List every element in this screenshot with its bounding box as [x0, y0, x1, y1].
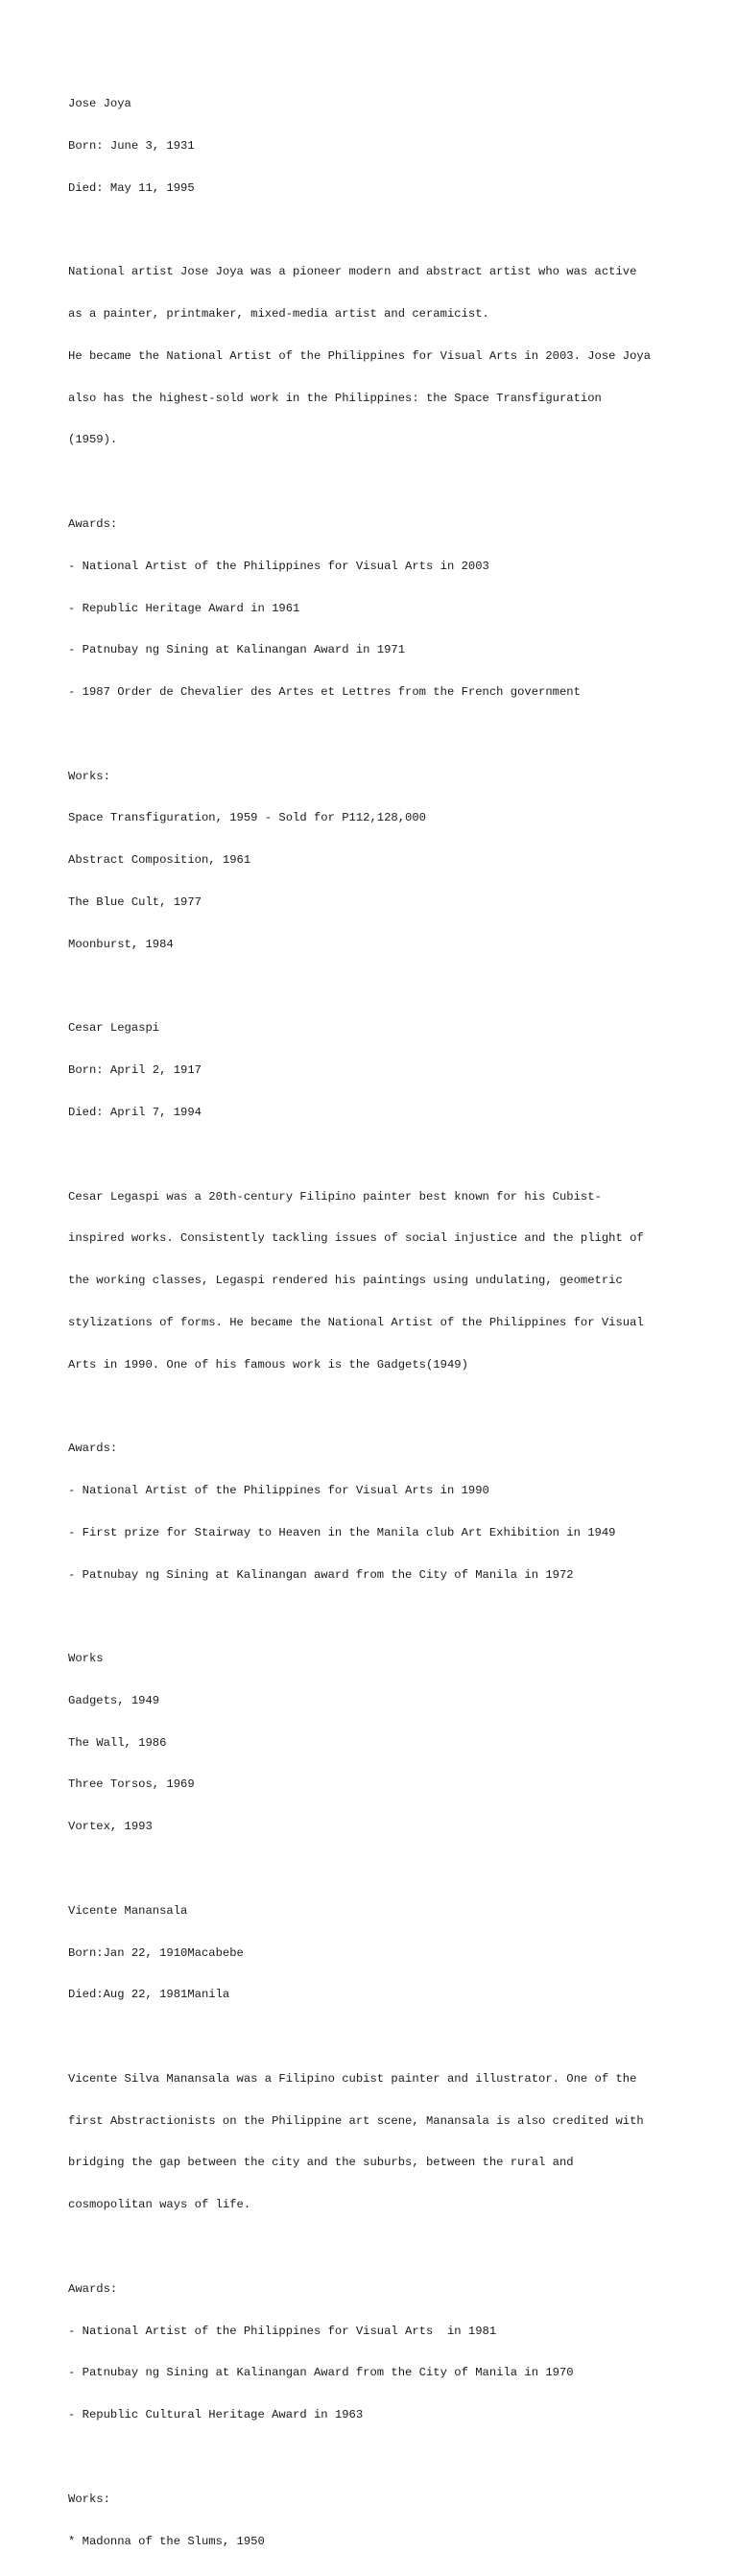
birth-date: Born:Jan 22, 1910Macabebe — [68, 1945, 244, 1960]
awards-heading: Awards: — [68, 2281, 118, 2296]
bio-line: Vicente Silva Manansala was a Filipino cubist painter and illustrator. One of the — [68, 2071, 637, 2086]
work-item: * Madonna of the Slums, 1950 — [68, 2534, 265, 2548]
work-item: Vortex, 1993 — [68, 1820, 153, 1834]
blank-line — [68, 2450, 721, 2465]
bio-line: cosmopolitan ways of life. — [68, 2198, 251, 2212]
awards-heading: Awards: — [68, 517, 118, 531]
bio-line: He became the National Artist of the Philippines for Visual Arts in 2003. Jose Joya — [68, 348, 652, 363]
bio-line: stylizations of forms. He became the National Artist of the Philippines for Visual — [68, 1315, 644, 1329]
bio-line: National artist Jose Joya was a pioneer modern and abstract artist who was active — [68, 265, 637, 279]
birth-date: Born: April 2, 1917 — [68, 1063, 202, 1078]
award-item: - Patnubay ng Sining at Kalinangan award from the City of Manila in 1972 — [68, 1567, 574, 1582]
award-item: - National Artist of the Philippines for Visual Arts in 1990 — [68, 1483, 489, 1497]
blank-line — [68, 980, 721, 994]
award-item: - First prize for Stairway to Heaven in the Manila club Art Exhibition in 1949 — [68, 1525, 616, 1539]
bio-line: (1959). — [68, 433, 118, 447]
blank-line — [68, 1399, 721, 1414]
artist-name-vicente-manansala: Vicente Manansala — [68, 1903, 188, 1918]
work-item: Gadgets, 1949 — [68, 1693, 160, 1707]
artist-name-jose-joya: Jose Joya — [68, 97, 131, 111]
blank-line — [68, 2240, 721, 2254]
award-item: - Patnubay ng Sining at Kalinangan Award from the City of Manila in 1970 — [68, 2366, 574, 2380]
bio-line: the working classes, Legaspi rendered his paintings using undulating, geometric — [68, 1274, 623, 1288]
death-date: Died: April 7, 1994 — [68, 1105, 202, 1119]
work-item: Moonburst, 1984 — [68, 937, 174, 951]
award-item: - Republic Cultural Heritage Award in 1963 — [68, 2408, 364, 2422]
document-text — [68, 69, 721, 2576]
award-item: - National Artist of the Philippines for Visual Arts in 2003 — [68, 559, 489, 573]
blank-line — [68, 2030, 721, 2044]
bio-line: bridging the gap between the city and the suburbs, between the rural and — [68, 2156, 574, 2170]
works-heading: Works: — [68, 769, 110, 783]
blank-line — [68, 1862, 721, 1876]
bio-line: first Abstractionists on the Philippine art scene, Manansala is also credited with — [68, 2113, 644, 2128]
bio-line: Cesar Legaspi was a 20th-century Filipino painter best known for his Cubist- — [68, 1189, 602, 1204]
award-item: - National Artist of the Philippines for Visual Arts in 1981 — [68, 2324, 497, 2338]
death-date: Died:Aug 22, 1981Manila — [68, 1988, 230, 2002]
works-heading: Works — [68, 1652, 104, 1666]
work-item: The Wall, 1986 — [68, 1735, 167, 1750]
blank-line — [68, 224, 721, 238]
bio-line: also has the highest-sold work in the Philippines: the Space Transfiguration — [68, 391, 602, 405]
bio-line: Arts in 1990. One of his famous work is the Gadgets(1949) — [68, 1357, 468, 1371]
artist-name-cesar-legaspi: Cesar Legaspi — [68, 1021, 160, 1036]
blank-line — [68, 1610, 721, 1624]
awards-heading: Awards: — [68, 1442, 118, 1456]
birth-date: Born: June 3, 1931 — [68, 138, 195, 153]
work-item: Abstract Composition, 1961 — [68, 853, 251, 868]
death-date: Died: May 11, 1995 — [68, 180, 195, 195]
blank-line — [68, 475, 721, 489]
bio-line: inspired works. Consistently tackling issues of social injustice and the plight of — [68, 1231, 644, 1246]
award-item: - 1987 Order de Chevalier des Artes et Lettres from the French government — [68, 685, 581, 700]
blank-line — [68, 1148, 721, 1162]
award-item: - Republic Heritage Award in 1961 — [68, 601, 300, 615]
work-item: Three Torsos, 1969 — [68, 1777, 195, 1792]
bio-line: as a painter, printmaker, mixed-media artist and ceramicist. — [68, 307, 489, 322]
work-item: The Blue Cult, 1977 — [68, 895, 202, 910]
works-heading: Works: — [68, 2492, 110, 2506]
blank-line — [68, 727, 721, 742]
award-item: - Patnubay ng Sining at Kalinangan Award in 1971 — [68, 643, 406, 657]
work-item: Space Transfiguration, 1959 - Sold for P112,128,000 — [68, 811, 426, 825]
